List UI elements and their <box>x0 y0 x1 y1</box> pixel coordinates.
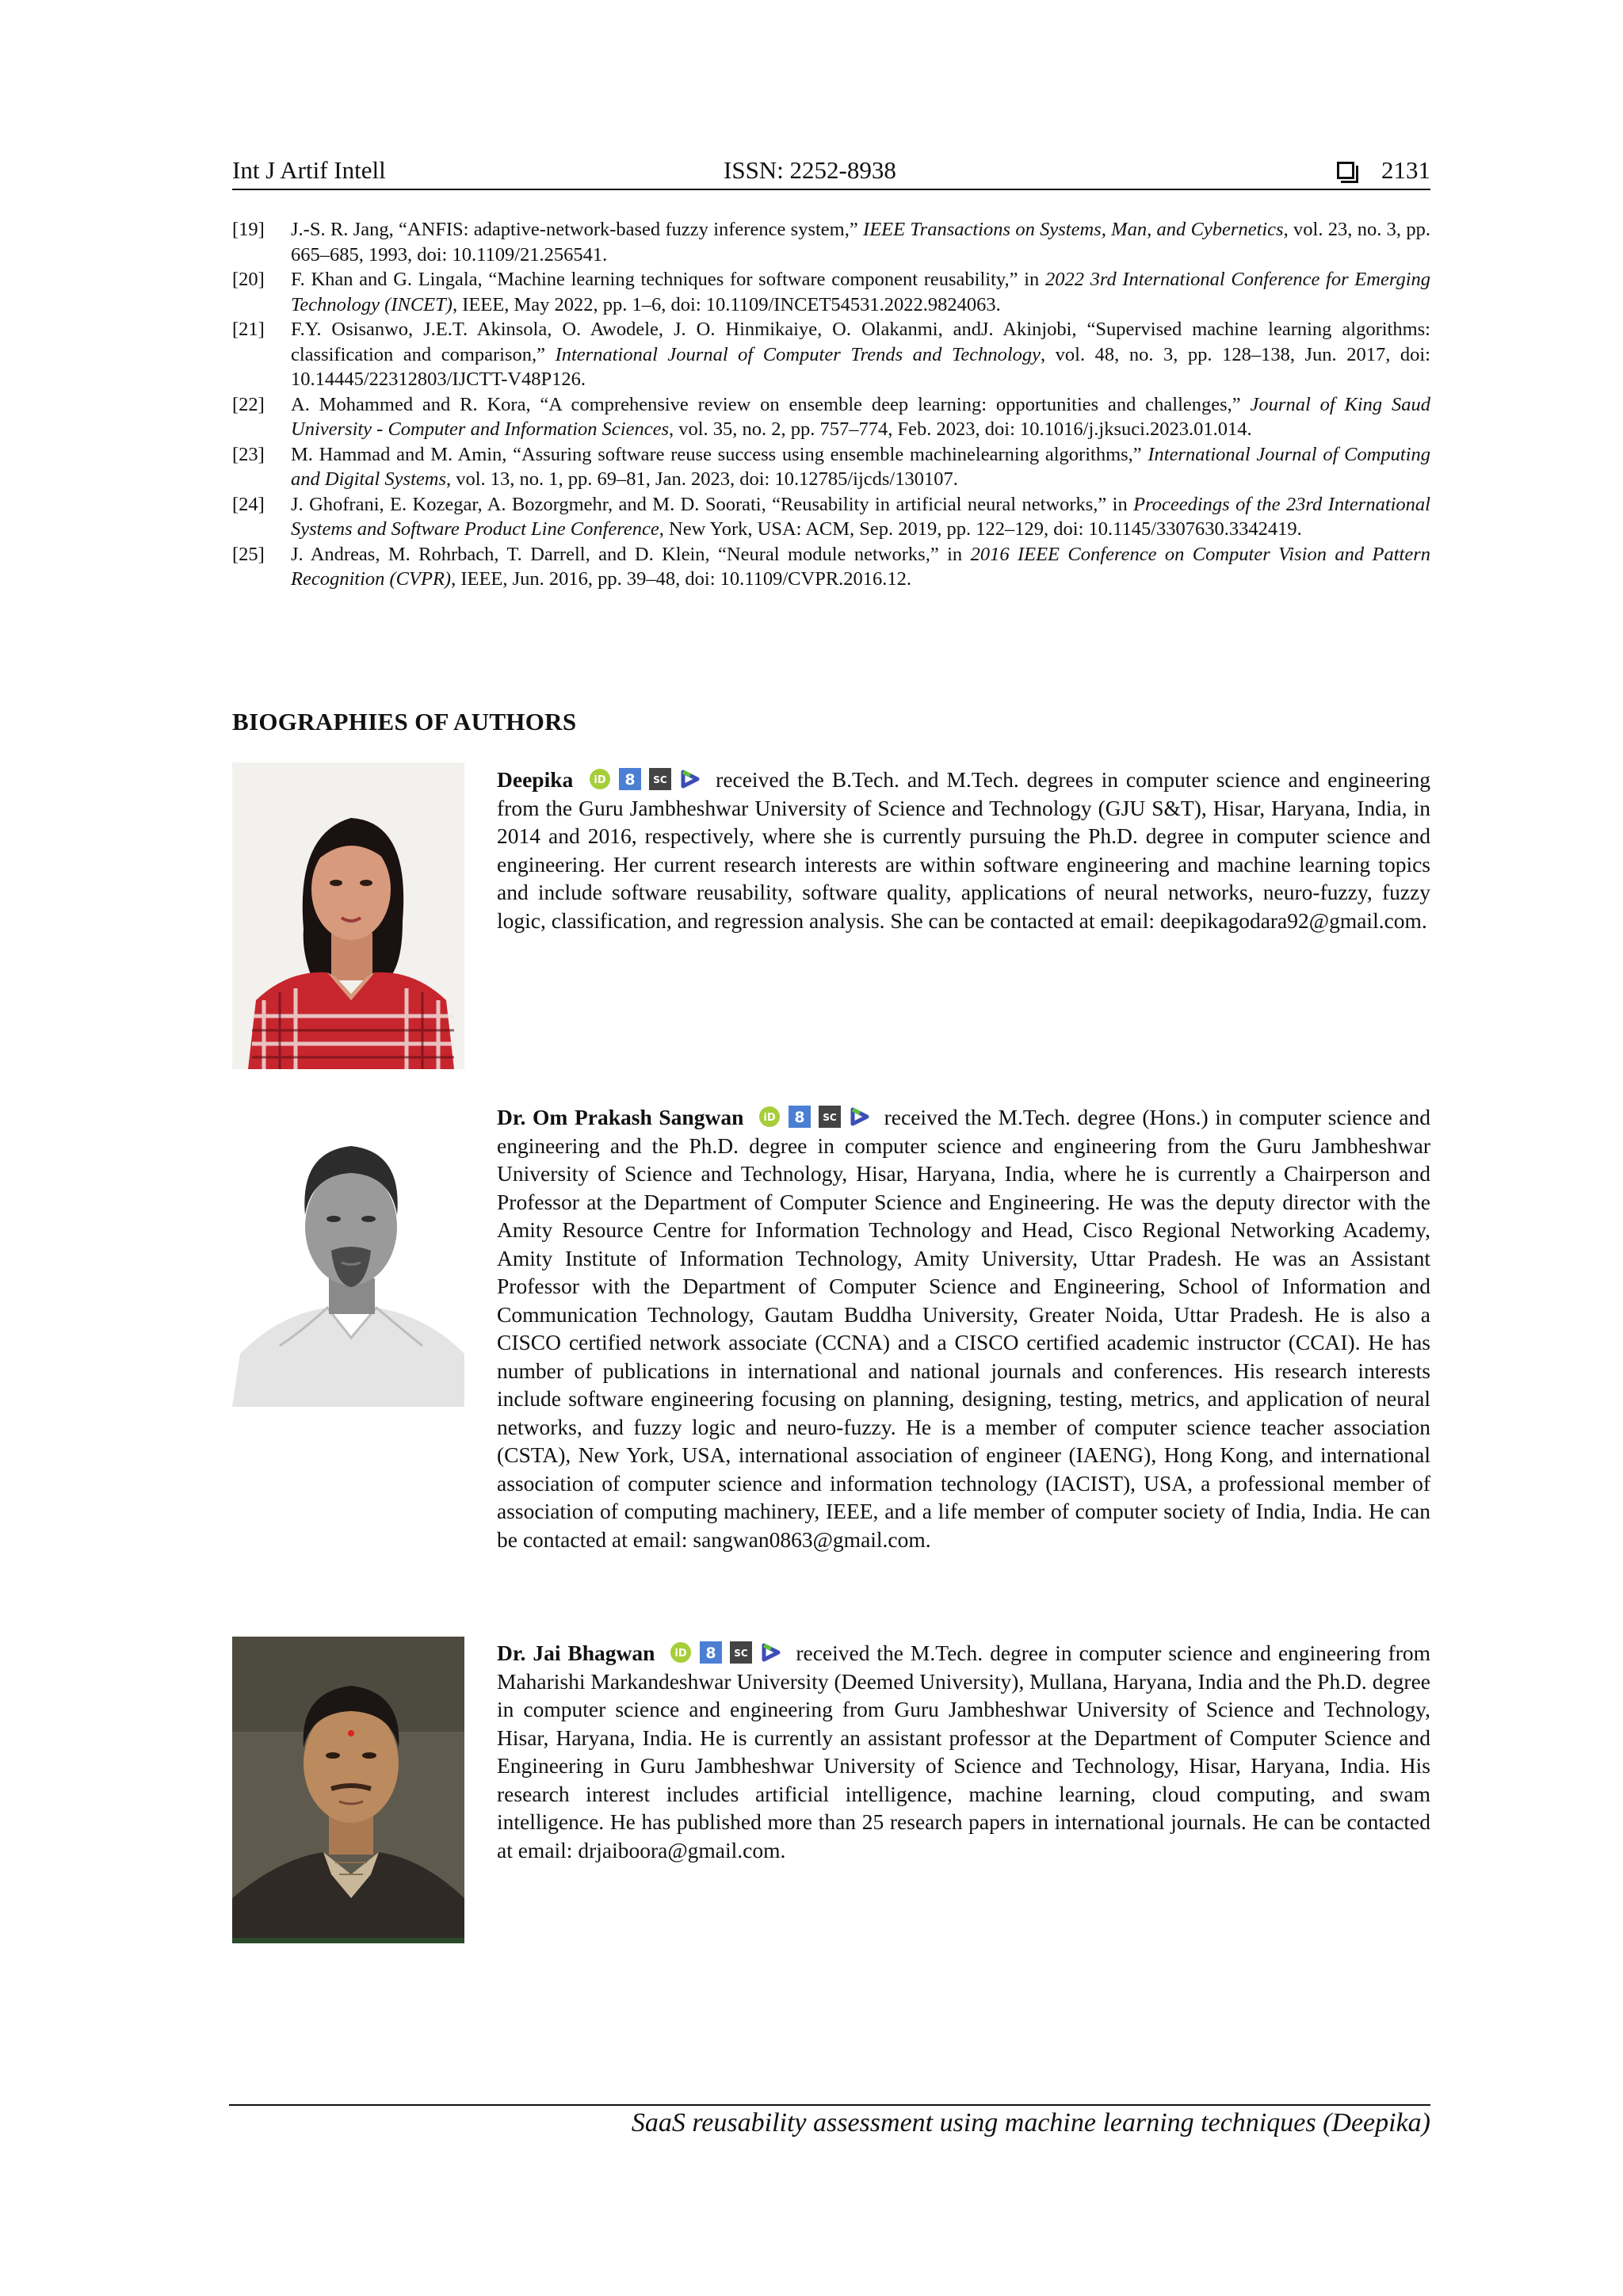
reference-item <box>232 442 1430 492</box>
reference-segment: , vol. 48, no. 3, pp. 128–138, Jun. 2017, doi: 10.14445/22312803/IJCTT-V48P126. <box>291 343 1430 390</box>
author-name: Deepika <box>497 767 574 792</box>
reference-segment: J.-S. R. Jang, “ANFIS: adaptive-network-based fuzzy inference system,” <box>291 219 864 240</box>
reference-segment: , vol. 13, no. 1, pp. 69–81, Jan. 2023, doi: 10.12785/ijcds/130107. <box>446 468 958 490</box>
reference-number: [21] <box>232 319 265 340</box>
section-title: BIOGRAPHIES OF AUTHORS <box>232 708 577 735</box>
reference-text <box>291 542 1430 592</box>
reference-number: [19] <box>232 219 265 240</box>
svg-text:SC: SC <box>734 1648 749 1659</box>
profile-icons <box>670 1641 782 1664</box>
svg-text:8: 8 <box>794 1109 805 1126</box>
author-photo-deepika <box>232 762 464 1069</box>
reference-segment: J. Andreas, M. Rohrbach, T. Darrell, and D. Klein, “Neural module networks,” in <box>291 543 971 565</box>
reference-venue: 2016 IEEE Conference on Computer Vision and Pattern Recognition (CVPR) <box>291 543 1430 590</box>
publons-icon[interactable] <box>760 1641 782 1664</box>
reference-segment: M. Hammad and M. Amin, “Assuring software reuse success using ensemble machinelearning algorithms,” <box>291 443 1148 465</box>
author-photo-deepika-image <box>232 762 464 1069</box>
svg-text:8: 8 <box>624 771 636 789</box>
running-footer: SaaS reusability assessment using machine learning techniques (Deepika) <box>631 2108 1430 2137</box>
google-scholar-icon[interactable] <box>700 1641 722 1664</box>
publons-icon[interactable] <box>849 1106 871 1128</box>
author-bio-bhagwan <box>497 1639 1430 1864</box>
reference-segment: J. Ghofrani, E. Kozegar, A. Bozorgmehr, and M. D. Soorati, “Reusability in artificial neural networks,” in <box>291 493 1134 515</box>
author-bio-text: received the M.Tech. degree (Hons.) in computer science and engineering and the Ph.D. degree in computer science and engineering from the Guru Jambheshwar University of Science and Technology, Hisar, Haryana, India, where he is currently a Chairperson and Professor at the Department of Computer Science and Engineering. He was the deputy director with the Amity Resource Centre for Information Technology and Head, Cisco Regional Networking Academy, Amity Institute of Information Technology, Amity University, Uttar Pradesh. He was an Assistant Professor with the Department of Computer Science and Engineering, School of Information and Communication Technology, Gautam Buddha University, Greater Noida, Uttar Pradesh. He is also a CISCO certified network associate (CCNA) and a CISCO certified academic instructor (CCAI). He has number of publications in international and national journals and conferences. His research interests include software engineering focusing on planning, designing, testing, metrics, and application of neural networks, and fuzzy logic and neuro-fuzzy. He is a member of computer science teacher association (CSTA), New York, USA, international association of engineer (IAENG), Hong Kong, and international association of computer science and information technology (IACIST), USA, a professional member of association of computing machinery, IEEE, and a life member of computer society of India, India. He can be contacted at email: sangwan0863@gmail.com. <box>497 1105 1430 1552</box>
reference-venue: 2022 3rd International Conference for Emerging Technology (INCET) <box>291 269 1431 315</box>
reference-segment: F. Khan and G. Lingala, “Machine learning techniques for software component reusability,” in <box>291 269 1045 290</box>
reference-item <box>232 392 1430 442</box>
reference-text <box>291 442 1430 492</box>
author-photo-sangwan <box>232 1100 464 1407</box>
author-bio-text: received the M.Tech. degree in computer science and engineering from Maharishi Markandeshwar University (Deemed University), Mullana, Haryana, India and the Ph.D. degree in computer science and engineering from Guru Jambheshwar University of Science and Technology, Hisar, Haryana, India. He is currently an assistant professor at the Department of Computer Science and Engineering in Guru Jambheshwar University of Science and Technology, Hisar, Haryana, India. His research interest includes artificial intelligence, machine learning, cloud computing, and swam intelligence. He has published more than 25 research papers in international journals. He can be contacted at email: drjaiboora@gmail.com. <box>497 1641 1431 1862</box>
reference-segment: , IEEE, Jun. 2016, pp. 39–48, doi: 10.1109/CVPR.2016.12. <box>451 568 912 590</box>
reference-item <box>232 542 1430 592</box>
reference-segment: , New York, USA: ACM, Sep. 2019, pp. 122–129, doi: 10.1145/3307630.3342419. <box>659 518 1302 540</box>
reference-venue: Journal of King Saud University - Computer and Information Sciences <box>291 393 1431 440</box>
orcid-icon[interactable] <box>758 1106 781 1128</box>
reference-item <box>232 267 1430 317</box>
author-name: Dr. Jai Bhagwan <box>497 1641 655 1665</box>
page-number-block <box>1337 153 1430 188</box>
page-number: 2131 <box>1381 156 1430 184</box>
reference-text <box>291 317 1430 392</box>
journal-name: Int J Artif Intell <box>232 156 386 184</box>
reference-number: [24] <box>232 493 265 515</box>
author-bio-deepika <box>497 766 1430 934</box>
reference-venue: Proceedings of the 23rd International Systems and Software Product Line Conference <box>291 493 1430 540</box>
author-photo-bhagwan <box>232 1637 464 1943</box>
author-bio-text: received the B.Tech. and M.Tech. degrees in computer science and engineering from the Guru Jambheshwar University of Science and Technology (GJU S&T), Hisar, Haryana, India, in 2014 and 2016, respectively, where she is currently pursuing the Ph.D. degree in computer science and engineering. Her current research interests are within software engineering and machine learning topics and include software reusability, software quality, applications of neural networks, neuro-fuzzy, fuzzy logic, classification, and regression analysis. She can be contacted at email: deepikagodara92@gmail.com. <box>497 767 1431 933</box>
reference-text <box>291 492 1430 542</box>
footer-rule <box>229 2104 1430 2106</box>
reference-segment: A. Mohammed and R. Kora, “A comprehensive review on ensemble deep learning: opportunities and challenges,” <box>291 393 1251 415</box>
reference-item <box>232 317 1430 392</box>
scopus-icon[interactable] <box>730 1641 752 1664</box>
reference-venue: International Journal of Computing and Digital Systems <box>291 443 1430 490</box>
reference-segment: , vol. 35, no. 2, pp. 757–774, Feb. 2023, doi: 10.1016/j.jksuci.2023.01.014. <box>668 418 1252 440</box>
reference-segment: F.Y. Osisanwo, J.E.T. Akinsola, O. Awodele, J. O. Hinmikaiye, O. Olakanmi, andJ. Akinjobi, “Supervised machine learning algorithms: classification and comparison,” <box>291 319 1430 365</box>
author-photo-bhagwan-image <box>232 1637 464 1943</box>
author-photo-sangwan-image <box>232 1100 464 1407</box>
reference-venue: IEEE Transactions on Systems, Man, and Cybernetics <box>863 219 1284 240</box>
reference-item <box>232 492 1430 542</box>
reference-number: [20] <box>232 269 265 290</box>
author-bio-sangwan <box>497 1103 1430 1553</box>
reference-segment: , vol. 23, no. 3, pp. 665–685, 1993, doi: 10.1109/21.256541. <box>291 219 1430 266</box>
google-scholar-icon[interactable] <box>619 768 641 790</box>
profile-icons <box>758 1106 871 1128</box>
profile-icons <box>589 768 701 790</box>
reference-number: [23] <box>232 443 265 465</box>
svg-text:SC: SC <box>823 1112 837 1123</box>
svg-text:SC: SC <box>653 774 667 785</box>
reference-number: [22] <box>232 393 265 415</box>
reference-text <box>291 392 1430 442</box>
publons-icon[interactable] <box>679 768 701 790</box>
google-scholar-icon[interactable] <box>789 1106 811 1128</box>
reference-text <box>291 217 1430 267</box>
svg-text:iD: iD <box>674 1648 688 1660</box>
author-name: Dr. Om Prakash Sangwan <box>497 1105 744 1129</box>
orcid-icon[interactable] <box>589 768 611 790</box>
svg-text:iD: iD <box>594 774 606 786</box>
reference-item <box>232 217 1430 267</box>
scopus-icon[interactable] <box>819 1106 841 1128</box>
orcid-icon[interactable] <box>670 1641 692 1664</box>
reference-number: [25] <box>232 543 265 565</box>
issn: ISSN: 2252-8938 <box>724 156 896 184</box>
svg-text:8: 8 <box>705 1645 717 1662</box>
reference-venue: International Journal of Computer Trends and Technology <box>555 343 1041 365</box>
reference-list <box>232 217 1430 592</box>
scopus-icon[interactable] <box>649 768 671 790</box>
reference-text <box>291 267 1430 317</box>
square-bullet-icon <box>1337 162 1354 179</box>
running-header <box>232 153 1430 188</box>
header-rule <box>232 189 1430 190</box>
svg-text:iD: iD <box>763 1112 776 1124</box>
reference-segment: , IEEE, May 2022, pp. 1–6, doi: 10.1109/INCET54531.2022.9824063. <box>452 293 1001 315</box>
